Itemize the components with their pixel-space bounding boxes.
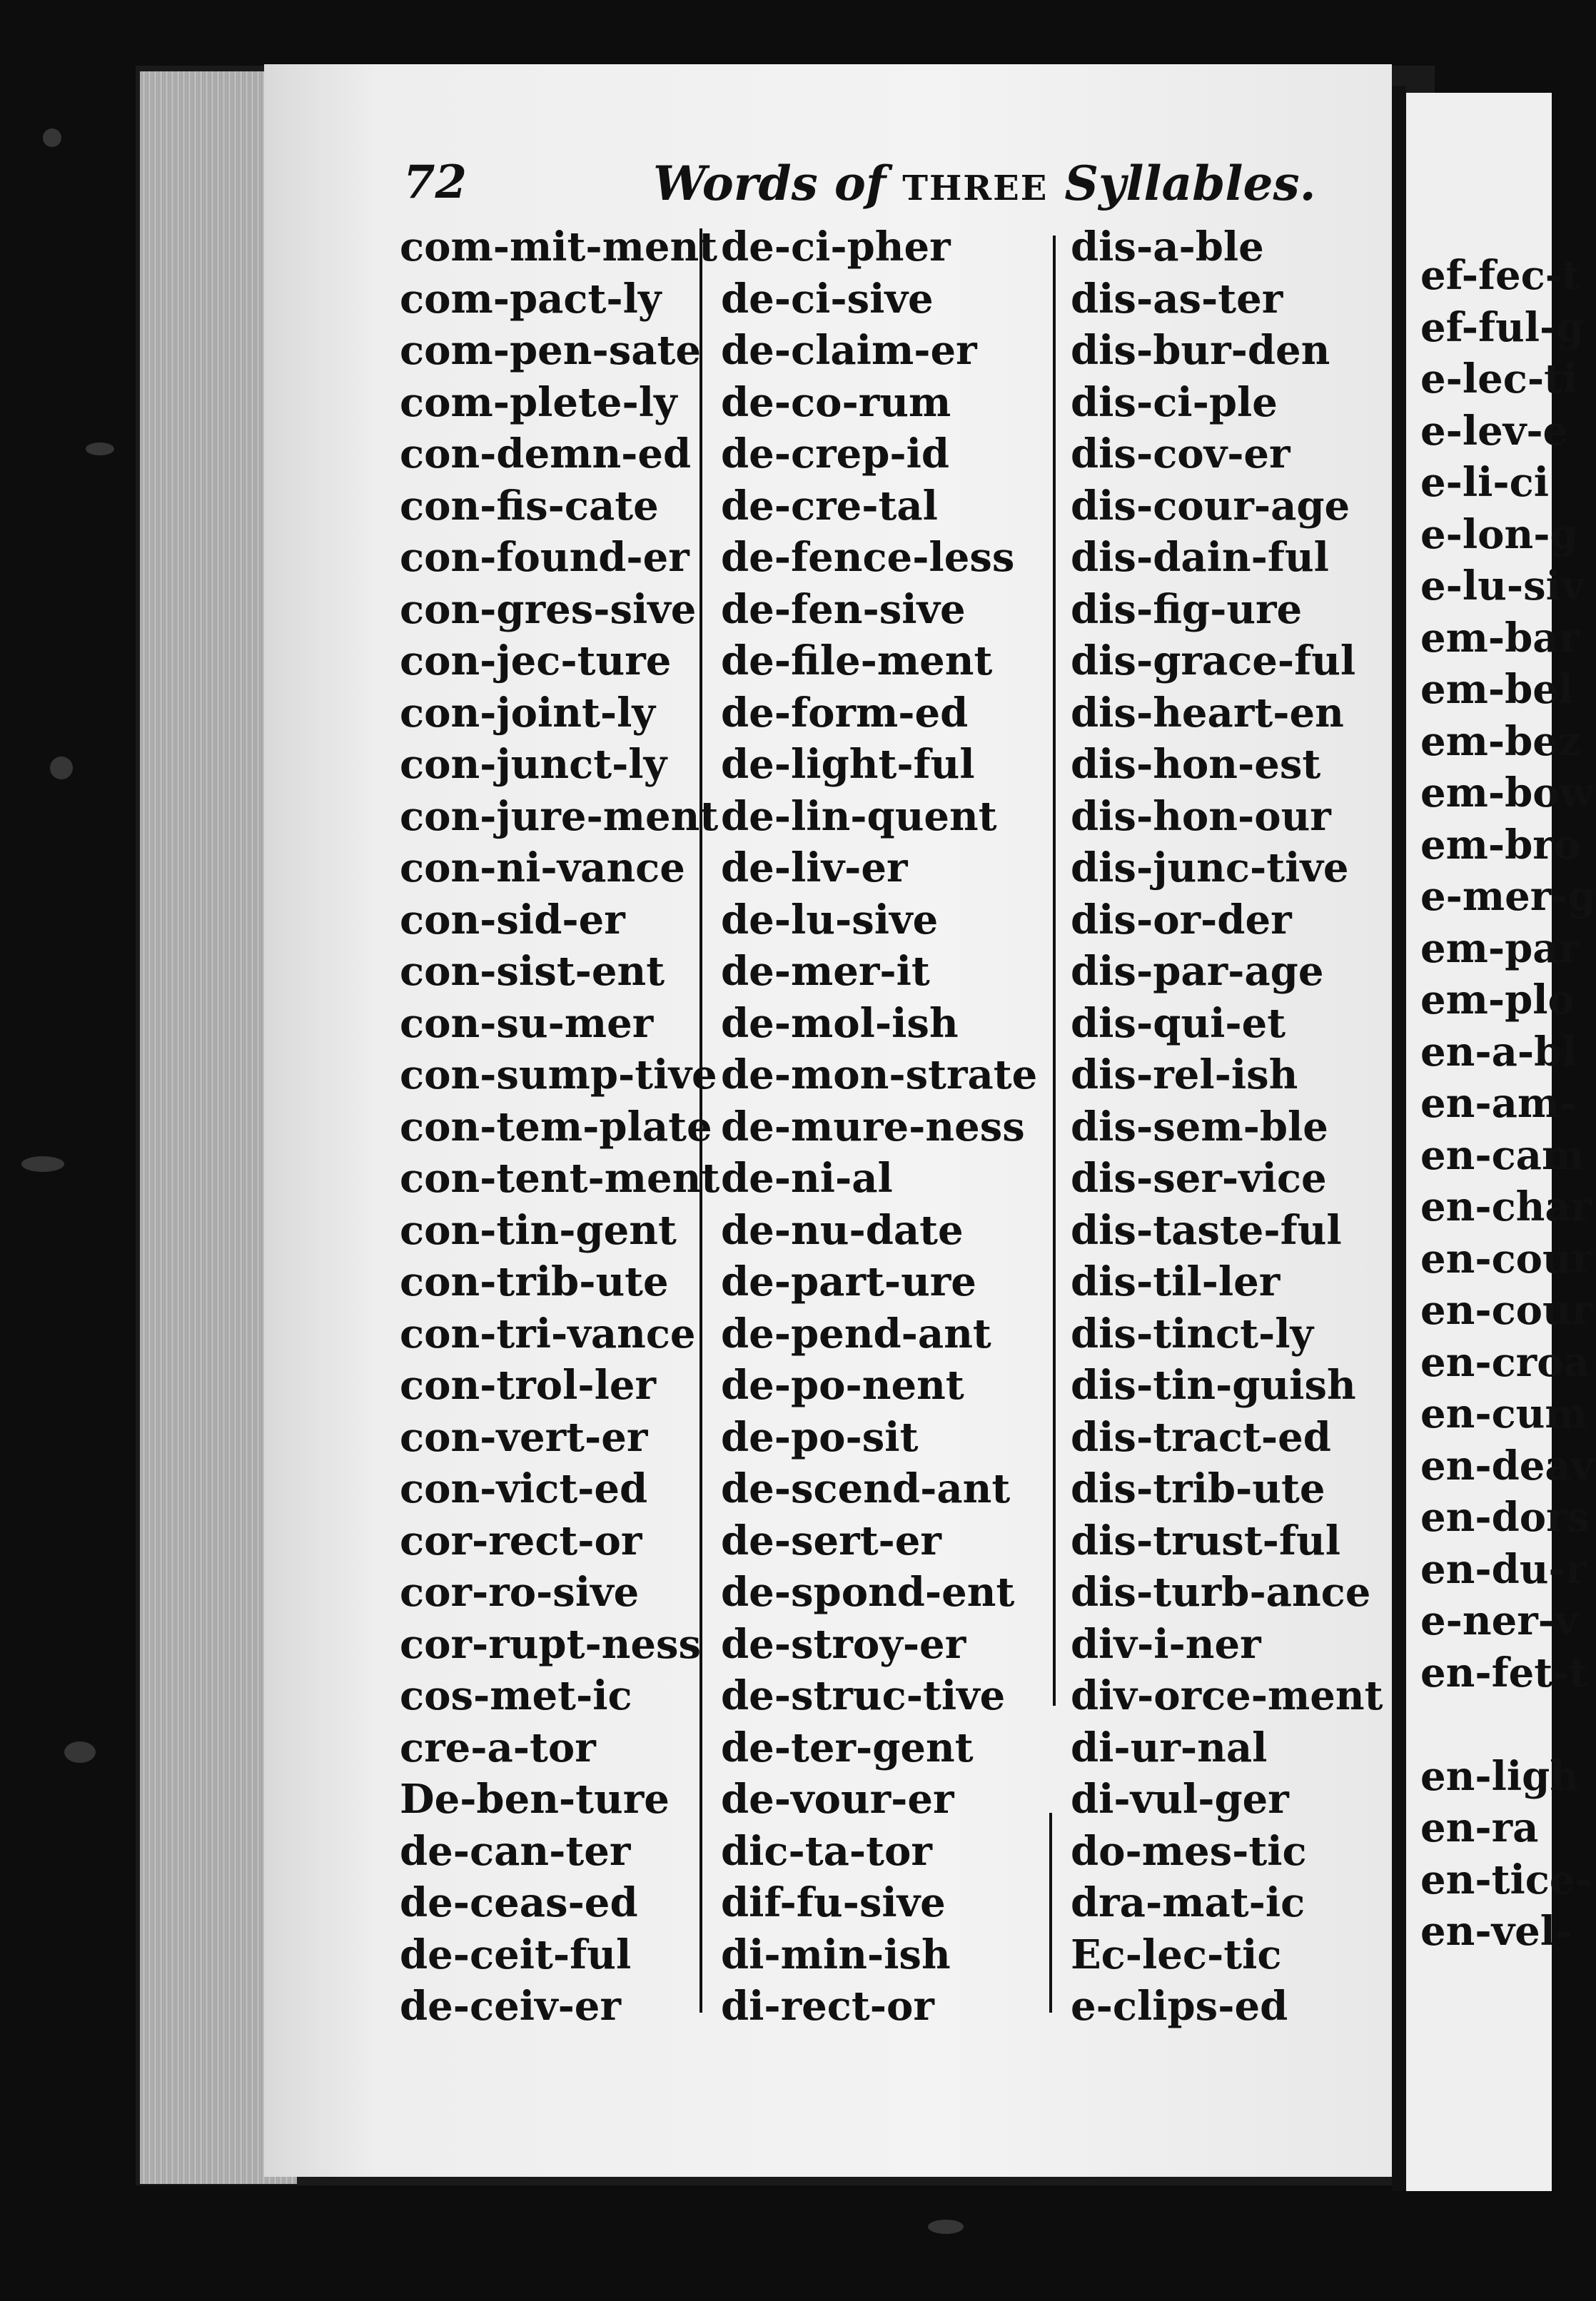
column-rule xyxy=(1049,1813,1052,2013)
word-entry: e-clips-ed xyxy=(1071,1983,1288,2030)
word-entry: dis-tinct-ly xyxy=(1071,1310,1314,1357)
word-entry: en-fet-t xyxy=(1420,1649,1588,1696)
word-entry: con-jec-ture xyxy=(400,637,672,684)
word-entry: dis-til-ler xyxy=(1071,1258,1281,1305)
word-entry: de-part-ure xyxy=(721,1258,976,1305)
page-number: 72 xyxy=(403,156,468,209)
column-rule xyxy=(1053,236,1056,1706)
word-entry: dis-cour-age xyxy=(1071,482,1350,530)
word-entry: de-ni-al xyxy=(721,1155,893,1202)
word-entry: con-sump-tive xyxy=(400,1051,717,1098)
word-entry: con-sist-ent xyxy=(400,948,665,995)
word-entry: em-bro xyxy=(1420,821,1581,869)
word-entry: en-dors xyxy=(1420,1494,1590,1541)
word-entry: dis-fig-ure xyxy=(1071,585,1303,633)
word-entry: cos-met-ic xyxy=(400,1672,632,1719)
word-entry: dis-a-ble xyxy=(1071,223,1264,270)
running-title xyxy=(653,156,1316,211)
word-entry: en-cum xyxy=(1420,1390,1587,1437)
word-entry: e-lec-ti xyxy=(1420,355,1578,403)
word-entry: de-sert-er xyxy=(721,1517,941,1564)
word-entry: dic-ta-tor xyxy=(721,1827,932,1875)
word-entry: dis-ci-ple xyxy=(1071,378,1278,426)
word-entry: en-du-r xyxy=(1420,1545,1587,1593)
word-entry: div-i-ner xyxy=(1071,1620,1261,1668)
word-entry: en-deav xyxy=(1420,1442,1595,1490)
word-entry: en-cam xyxy=(1420,1131,1585,1179)
word-entry: en-char xyxy=(1420,1183,1592,1230)
page-header xyxy=(403,156,1316,220)
word-entry: de-ceiv-er xyxy=(400,1983,621,2030)
word-entry: dis-trib-ute xyxy=(1071,1465,1325,1512)
word-entry: con-su-mer xyxy=(400,999,654,1047)
word-entry: con-fis-cate xyxy=(400,482,659,530)
word-entry: dis-bur-den xyxy=(1071,327,1330,374)
word-entry: de-scend-ant xyxy=(721,1465,1011,1512)
word-entry: e-ner-v xyxy=(1420,1597,1578,1644)
word-entry: di-vul-ger xyxy=(1071,1776,1289,1823)
word-entry: cre-a-tor xyxy=(400,1724,596,1771)
word-entry: com-pact-ly xyxy=(400,275,662,323)
word-entry: con-ni-vance xyxy=(400,844,685,891)
word-entry: con-trol-ler xyxy=(400,1362,657,1409)
word-entry: con-demn-ed xyxy=(400,430,692,477)
word-entry: Ec-lec-tic xyxy=(1071,1931,1282,1978)
word-entry: con-gres-sive xyxy=(400,585,697,633)
word-entry: de-po-nent xyxy=(721,1362,964,1409)
word-column-next-page xyxy=(1420,250,1596,1958)
word-entry: en-ra xyxy=(1420,1804,1539,1851)
word-entry: dis-par-age xyxy=(1071,948,1324,995)
word-entry: de-mol-ish xyxy=(721,999,959,1047)
word-entry: de-lu-sive xyxy=(721,896,939,944)
word-entry: De-ben-ture xyxy=(400,1776,670,1823)
word-entry: de-pend-ant xyxy=(721,1310,991,1357)
word-entry: dis-tin-guish xyxy=(1071,1362,1356,1409)
word-entry: con-junct-ly xyxy=(400,741,667,788)
word-entry: dis-tract-ed xyxy=(1071,1413,1331,1461)
background-speck xyxy=(86,442,114,455)
word-entry: de-struc-tive xyxy=(721,1672,1006,1719)
word-entry: de-cre-tal xyxy=(721,482,938,530)
word-entry: en-vel- xyxy=(1420,1908,1572,1955)
word-entry: de-form-ed xyxy=(721,689,969,737)
word-entry: em-bez xyxy=(1420,717,1581,765)
word-entry: dis-grace-ful xyxy=(1071,637,1356,684)
word-entry: de-lin-quent xyxy=(721,792,997,840)
word-entry: dis-qui-et xyxy=(1071,999,1286,1047)
word-entry: cor-ro-sive xyxy=(400,1569,640,1616)
word-entry: de-can-ter xyxy=(400,1827,631,1875)
word-entry: dis-heart-en xyxy=(1071,689,1344,737)
word-entry: e-lev-e xyxy=(1420,407,1569,455)
word-entry: en-am- xyxy=(1420,1080,1577,1127)
word-entry: di-ur-nal xyxy=(1071,1724,1268,1771)
word-entry: con-tem-plate xyxy=(400,1103,712,1150)
word-entry: en-ligh xyxy=(1420,1752,1580,1800)
word-entry: en-cour xyxy=(1420,1235,1593,1283)
word-entry: cor-rect-or xyxy=(400,1517,642,1564)
word-entry: dis-junc-tive xyxy=(1071,844,1349,891)
word-entry: di-rect-or xyxy=(721,1983,934,2030)
word-entry: de-fence-less xyxy=(721,534,1015,581)
word-entry: dis-taste-ful xyxy=(1071,1206,1342,1254)
word-entry: de-co-rum xyxy=(721,378,951,426)
word-entry: dra-mat-ic xyxy=(1071,1879,1305,1926)
word-entry: con-vert-er xyxy=(400,1413,648,1461)
word-column-1 xyxy=(400,221,719,2033)
title-suffix: Syllables. xyxy=(1064,156,1316,211)
word-entry: e-lu-siv xyxy=(1420,562,1585,610)
word-entry: dis-or-der xyxy=(1071,896,1292,944)
word-entry: cor-rupt-ness xyxy=(400,1620,702,1668)
word-entry: dis-turb-ance xyxy=(1071,1569,1371,1616)
word-entry: dis-ser-vice xyxy=(1071,1155,1327,1202)
word-entry: de-mer-it xyxy=(721,948,930,995)
word-entry: e-li-ci xyxy=(1420,459,1550,506)
word-entry: en-a-bl xyxy=(1420,1028,1577,1076)
word-entry: dis-hon-our xyxy=(1071,792,1331,840)
word-entry: em-par xyxy=(1420,924,1580,972)
word-entry: de-file-ment xyxy=(721,637,993,684)
word-entry: de-fen-sive xyxy=(721,585,966,633)
word-entry: div-orce-ment xyxy=(1071,1672,1383,1719)
word-entry: de-liv-er xyxy=(721,844,908,891)
word-entry: con-tent-ment xyxy=(400,1155,720,1202)
word-entry: com-plete-ly xyxy=(400,378,677,426)
word-entry: dis-dain-ful xyxy=(1071,534,1329,581)
word-entry: di-min-ish xyxy=(721,1931,951,1978)
word-column-2 xyxy=(721,221,1037,2033)
book-gutter xyxy=(1392,86,1406,2191)
word-entry: em-bel xyxy=(1420,666,1574,713)
word-entry: en-cour xyxy=(1420,1287,1593,1334)
word-entry: em-bar xyxy=(1420,614,1580,662)
word-entry: de-stroy-er xyxy=(721,1620,966,1668)
word-entry: en-croa xyxy=(1420,1338,1590,1386)
word-entry: con-sid-er xyxy=(400,896,625,944)
word-entry: con-tri-vance xyxy=(400,1310,696,1357)
word-entry: de-crep-id xyxy=(721,430,950,477)
word-entry: de-mure-ness xyxy=(721,1103,1025,1150)
word-entry: de-ceit-ful xyxy=(400,1931,632,1978)
word-entry: com-mit-ment xyxy=(400,223,718,270)
word-entry: de-po-sit xyxy=(721,1413,919,1461)
word-entry: em-plo xyxy=(1420,976,1575,1023)
word-entry: ef-fec-t xyxy=(1420,252,1580,299)
word-entry: con-tin-gent xyxy=(400,1206,677,1254)
word-entry: de-nu-date xyxy=(721,1206,964,1254)
word-entry: dis-trust-ful xyxy=(1071,1517,1340,1564)
word-column-3 xyxy=(1071,221,1383,2033)
word-entry xyxy=(1420,1699,1596,1751)
word-entry: dis-rel-ish xyxy=(1071,1051,1298,1098)
word-entry: do-mes-tic xyxy=(1071,1827,1307,1875)
word-entry: con-trib-ute xyxy=(400,1258,669,1305)
word-entry: dis-as-ter xyxy=(1071,275,1283,323)
word-entry: en-tice- xyxy=(1420,1856,1592,1903)
word-entry: de-mon-strate xyxy=(721,1051,1038,1098)
word-entry: com-pen-sate xyxy=(400,327,701,374)
background-speck xyxy=(64,1741,96,1763)
word-entry: de-ter-gent xyxy=(721,1724,974,1771)
background-speck xyxy=(43,128,61,147)
word-entry: dif-fu-sive xyxy=(721,1879,946,1926)
title-small-caps: THREE xyxy=(902,168,1049,208)
word-entry: e-mer-g xyxy=(1420,873,1596,920)
word-entry: con-found-er xyxy=(400,534,690,581)
word-entry: dis-sem-ble xyxy=(1071,1103,1328,1150)
background-speck xyxy=(50,757,73,779)
word-entry: de-claim-er xyxy=(721,327,977,374)
word-entry: em-bow xyxy=(1420,769,1594,816)
word-entry: dis-hon-est xyxy=(1071,741,1321,788)
word-entry: dis-cov-er xyxy=(1071,430,1291,477)
word-entry: de-ceas-ed xyxy=(400,1879,638,1926)
word-entry: de-light-ful xyxy=(721,741,975,788)
word-entry: de-vour-er xyxy=(721,1776,954,1823)
word-entry: de-spond-ent xyxy=(721,1569,1015,1616)
word-entry: con-joint-ly xyxy=(400,689,655,737)
title-prefix: Words of xyxy=(653,156,887,211)
background-speck xyxy=(928,2220,964,2234)
word-entry: e-lon-g xyxy=(1420,510,1578,558)
background-speck xyxy=(21,1156,64,1172)
word-entry: de-ci-sive xyxy=(721,275,934,323)
word-entry: con-vict-ed xyxy=(400,1465,648,1512)
word-entry: de-ci-pher xyxy=(721,223,951,270)
word-entry: con-jure-ment xyxy=(400,792,719,840)
word-entry: ef-ful-g xyxy=(1420,303,1585,351)
